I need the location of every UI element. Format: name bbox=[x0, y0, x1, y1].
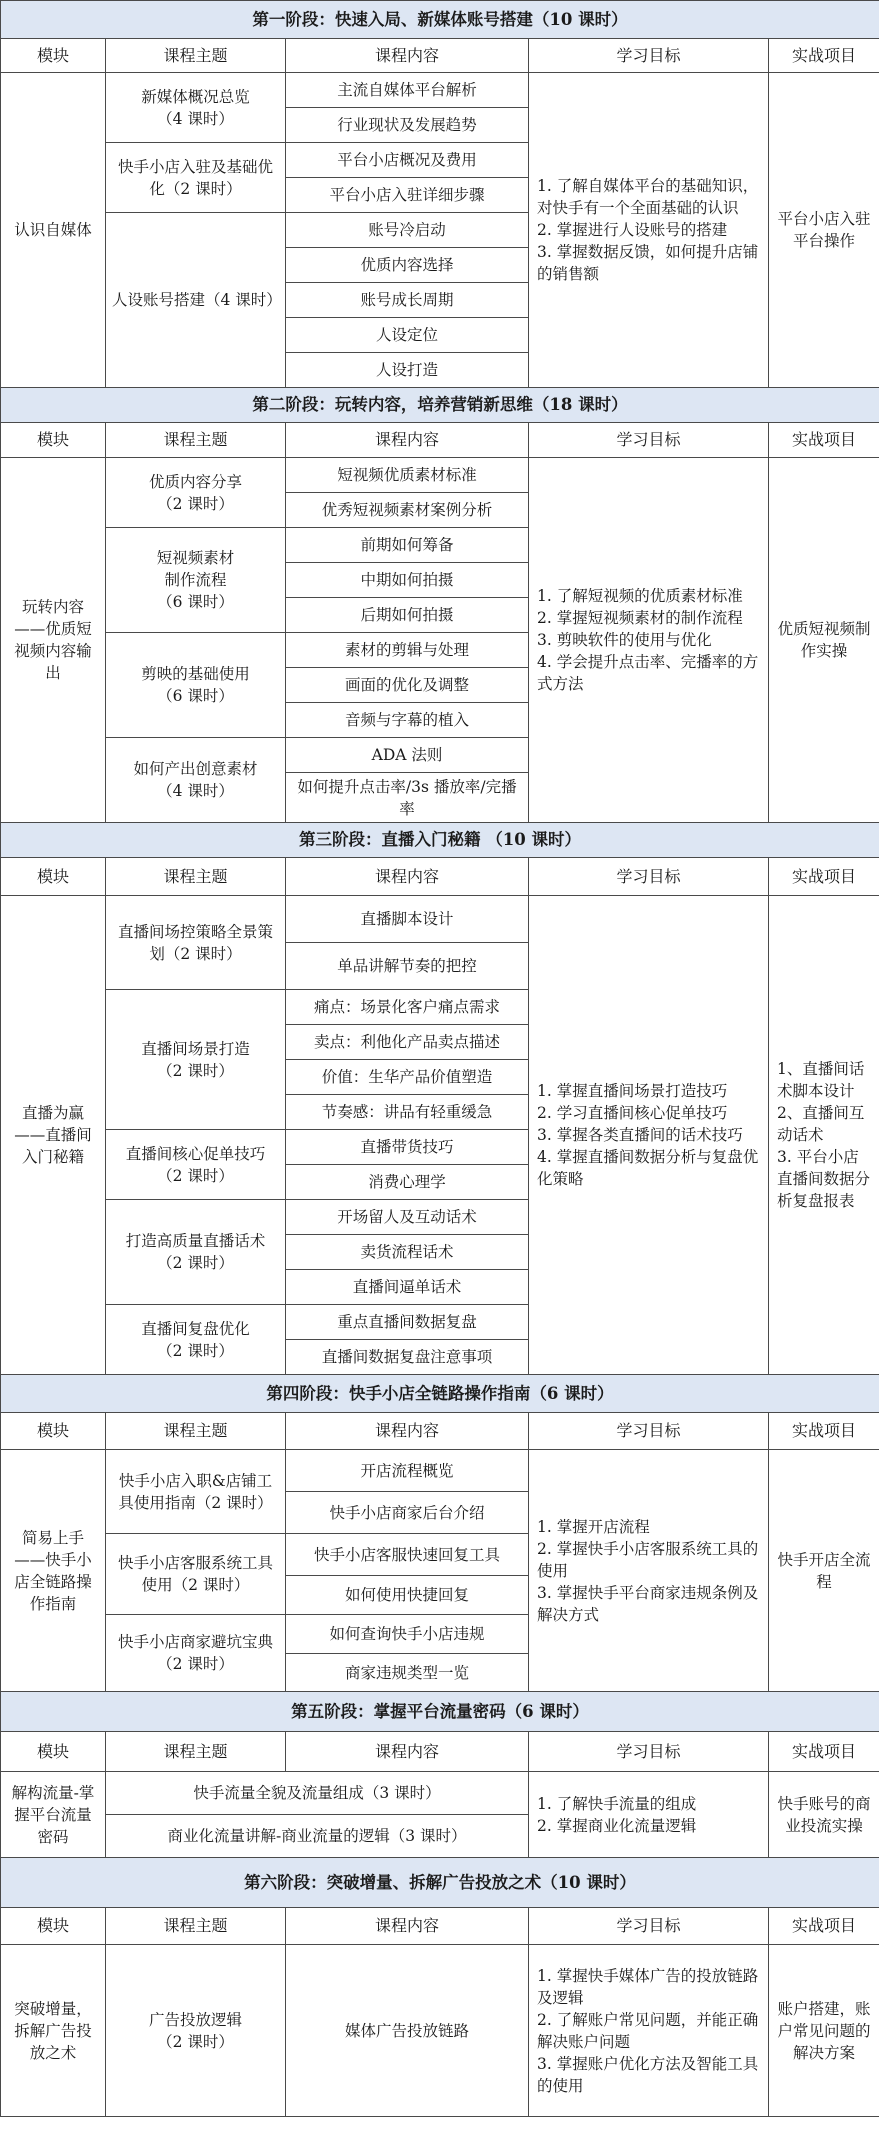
stage-title: 第五阶段：掌握平台流量密码（6 课时） bbox=[1, 1692, 879, 1732]
content-cell: 开场留人及互动话术 bbox=[286, 1200, 529, 1235]
topic-cell: 如何产出创意素材 （4 课时） bbox=[106, 738, 286, 823]
content-cell: 优秀短视频素材案例分析 bbox=[286, 493, 529, 528]
content-cell: 人设定位 bbox=[286, 318, 529, 353]
topic-cell: 人设账号搭建（4 课时） bbox=[106, 213, 286, 388]
content-cell: 快手小店商家后台介绍 bbox=[286, 1492, 529, 1534]
module-cell: 认识自媒体 bbox=[1, 73, 106, 388]
content-cell: 卖货流程话术 bbox=[286, 1235, 529, 1270]
content-cell: 如何使用快捷回复 bbox=[286, 1576, 529, 1615]
header-content: 课程内容 bbox=[286, 423, 529, 458]
header-topic: 课程主题 bbox=[106, 1413, 286, 1450]
header-content: 课程内容 bbox=[286, 1732, 529, 1772]
topic-cell: 打造高质量直播话术 （2 课时） bbox=[106, 1200, 286, 1305]
topic-cell: 快手小店入驻及基础优化（2 课时） bbox=[106, 143, 286, 213]
content-cell: 如何提升点击率/3s 播放率/完播率 bbox=[286, 773, 529, 823]
header-module: 模块 bbox=[1, 858, 106, 896]
content-cell: 直播间数据复盘注意事项 bbox=[286, 1340, 529, 1375]
topic-cell: 剪映的基础使用 （6 课时） bbox=[106, 633, 286, 738]
topic-cell: 快手小店商家避坑宝典（2 课时） bbox=[106, 1615, 286, 1692]
content-cell: 单品讲解节奏的把控 bbox=[286, 943, 529, 990]
header-topic: 课程主题 bbox=[106, 39, 286, 73]
header-topic: 课程主题 bbox=[106, 1732, 286, 1772]
stage-title: 第二阶段：玩转内容，培养营销新思维（18 课时） bbox=[1, 388, 879, 423]
content-cell: 直播脚本设计 bbox=[286, 896, 529, 943]
goal-cell: 1. 掌握直播间场景打造技巧 2. 学习直播间核心促单技巧 3. 掌握各类直播间的话术技巧 4. 掌握直播间数据分析与复盘优化策略 bbox=[529, 896, 769, 1375]
topic-cell: 直播间场控策略全景策划（2 课时） bbox=[106, 896, 286, 990]
topic-cell: 直播间复盘优化 （2 课时） bbox=[106, 1305, 286, 1375]
topic-cell: 直播间核心促单技巧 （2 课时） bbox=[106, 1130, 286, 1200]
content-cell: 直播间逼单话术 bbox=[286, 1270, 529, 1305]
content-cell: 开店流程概览 bbox=[286, 1450, 529, 1492]
content-cell: 优质内容选择 bbox=[286, 248, 529, 283]
header-goal: 学习目标 bbox=[529, 858, 769, 896]
header-project: 实战项目 bbox=[769, 1908, 879, 1945]
content-cell: 消费心理学 bbox=[286, 1165, 529, 1200]
topic-cell: 广告投放逻辑 （2 课时） bbox=[106, 1945, 286, 2117]
header-content: 课程内容 bbox=[286, 39, 529, 73]
content-cell: 商业化流量讲解-商业流量的逻辑（3 课时） bbox=[106, 1815, 529, 1858]
goal-cell: 1. 了解短视频的优质素材标准 2. 掌握短视频素材的制作流程 3. 剪映软件的使用与优化 4. 学会提升点击率、完播率的方式方法 bbox=[529, 458, 769, 823]
content-cell: 媒体广告投放链路 bbox=[286, 1945, 529, 2117]
content-cell: 重点直播间数据复盘 bbox=[286, 1305, 529, 1340]
header-topic: 课程主题 bbox=[106, 1908, 286, 1945]
content-cell: 价值：生华产品价值塑造 bbox=[286, 1060, 529, 1095]
header-module: 模块 bbox=[1, 39, 106, 73]
content-cell: 人设打造 bbox=[286, 353, 529, 388]
header-goal: 学习目标 bbox=[529, 1413, 769, 1450]
header-module: 模块 bbox=[1, 1908, 106, 1945]
header-module: 模块 bbox=[1, 1413, 106, 1450]
content-cell: 直播带货技巧 bbox=[286, 1130, 529, 1165]
module-cell: 玩转内容——优质短视频内容输出 bbox=[1, 458, 106, 823]
content-cell: 账号冷启动 bbox=[286, 213, 529, 248]
goal-cell: 1. 了解快手流量的组成 2. 掌握商业化流量逻辑 bbox=[529, 1772, 769, 1858]
stage-title: 第四阶段：快手小店全链路操作指南（6 课时） bbox=[1, 1375, 879, 1413]
content-cell: 后期如何拍摄 bbox=[286, 598, 529, 633]
project-cell: 账户搭建，账户常见问题的解决方案 bbox=[769, 1945, 879, 2117]
goal-cell: 1. 掌握快手媒体广告的投放链路及逻辑 2. 了解账户常见问题，并能正确解决账户问题 3. 掌握账户优化方法及智能工具的使用 bbox=[529, 1945, 769, 2117]
header-topic: 课程主题 bbox=[106, 858, 286, 896]
module-cell: 直播为赢——直播间入门秘籍 bbox=[1, 896, 106, 1375]
header-goal: 学习目标 bbox=[529, 1732, 769, 1772]
header-module: 模块 bbox=[1, 423, 106, 458]
project-cell: 平台小店入驻平台操作 bbox=[769, 73, 879, 388]
header-project: 实战项目 bbox=[769, 1413, 879, 1450]
content-cell: 如何查询快手小店违规 bbox=[286, 1615, 529, 1654]
content-cell: 账号成长周期 bbox=[286, 283, 529, 318]
project-cell: 优质短视频制作实操 bbox=[769, 458, 879, 823]
content-cell: 平台小店概况及费用 bbox=[286, 143, 529, 178]
topic-cell: 快手小店客服系统工具使用（2 课时） bbox=[106, 1534, 286, 1615]
content-cell: 短视频优质素材标准 bbox=[286, 458, 529, 493]
content-cell: ADA 法则 bbox=[286, 738, 529, 773]
project-cell: 1、直播间话术脚本设计 2、直播间互动话术 3. 平台小店直播间数据分析复盘报表 bbox=[769, 896, 879, 1375]
goal-cell: 1. 掌握开店流程 2. 掌握快手小店客服系统工具的使用 3. 掌握快手平台商家违规条例及解决方式 bbox=[529, 1450, 769, 1692]
module-cell: 简易上手——快手小店全链路操作指南 bbox=[1, 1450, 106, 1692]
header-content: 课程内容 bbox=[286, 1413, 529, 1450]
header-content: 课程内容 bbox=[286, 1908, 529, 1945]
header-project: 实战项目 bbox=[769, 39, 879, 73]
stage-title: 第三阶段：直播入门秘籍 （10 课时） bbox=[1, 823, 879, 858]
content-cell: 主流自媒体平台解析 bbox=[286, 73, 529, 108]
content-cell: 商家违规类型一览 bbox=[286, 1654, 529, 1692]
module-cell: 突破增量，拆解广告投放之术 bbox=[1, 1945, 106, 2117]
content-cell: 音频与字幕的植入 bbox=[286, 703, 529, 738]
header-module: 模块 bbox=[1, 1732, 106, 1772]
header-project: 实战项目 bbox=[769, 1732, 879, 1772]
header-goal: 学习目标 bbox=[529, 423, 769, 458]
content-cell: 快手流量全貌及流量组成（3 课时） bbox=[106, 1772, 529, 1815]
content-cell: 快手小店客服快速回复工具 bbox=[286, 1534, 529, 1576]
header-goal: 学习目标 bbox=[529, 1908, 769, 1945]
stage-title: 第一阶段：快速入局、新媒体账号搭建（10 课时） bbox=[1, 1, 879, 39]
topic-cell: 直播间场景打造 （2 课时） bbox=[106, 990, 286, 1130]
topic-cell: 短视频素材 制作流程 （6 课时） bbox=[106, 528, 286, 633]
project-cell: 快手账号的商业投流实操 bbox=[769, 1772, 879, 1858]
goal-cell: 1. 了解自媒体平台的基础知识，对快手有一个全面基础的认识 2. 掌握进行人设账号的搭建 3. 掌握数据反馈，如何提升店铺的销售额 bbox=[529, 73, 769, 388]
project-cell: 快手开店全流程 bbox=[769, 1450, 879, 1692]
stage-title: 第六阶段：突破增量、拆解广告投放之术（10 课时） bbox=[1, 1858, 879, 1908]
content-cell: 行业现状及发展趋势 bbox=[286, 108, 529, 143]
header-project: 实战项目 bbox=[769, 423, 879, 458]
header-goal: 学习目标 bbox=[529, 39, 769, 73]
content-cell: 卖点：利他化产品卖点描述 bbox=[286, 1025, 529, 1060]
content-cell: 节奏感：讲品有轻重缓急 bbox=[286, 1095, 529, 1130]
content-cell: 痛点：场景化客户痛点需求 bbox=[286, 990, 529, 1025]
content-cell: 画面的优化及调整 bbox=[286, 668, 529, 703]
header-topic: 课程主题 bbox=[106, 423, 286, 458]
header-content: 课程内容 bbox=[286, 858, 529, 896]
module-cell: 解构流量-掌握平台流量密码 bbox=[1, 1772, 106, 1858]
header-project: 实战项目 bbox=[769, 858, 879, 896]
content-cell: 平台小店入驻详细步骤 bbox=[286, 178, 529, 213]
topic-cell: 快手小店入职&店铺工具使用指南（2 课时） bbox=[106, 1450, 286, 1534]
content-cell: 前期如何筹备 bbox=[286, 528, 529, 563]
topic-cell: 优质内容分享 （2 课时） bbox=[106, 458, 286, 528]
content-cell: 中期如何拍摄 bbox=[286, 563, 529, 598]
content-cell: 素材的剪辑与处理 bbox=[286, 633, 529, 668]
topic-cell: 新媒体概况总览 （4 课时） bbox=[106, 73, 286, 143]
